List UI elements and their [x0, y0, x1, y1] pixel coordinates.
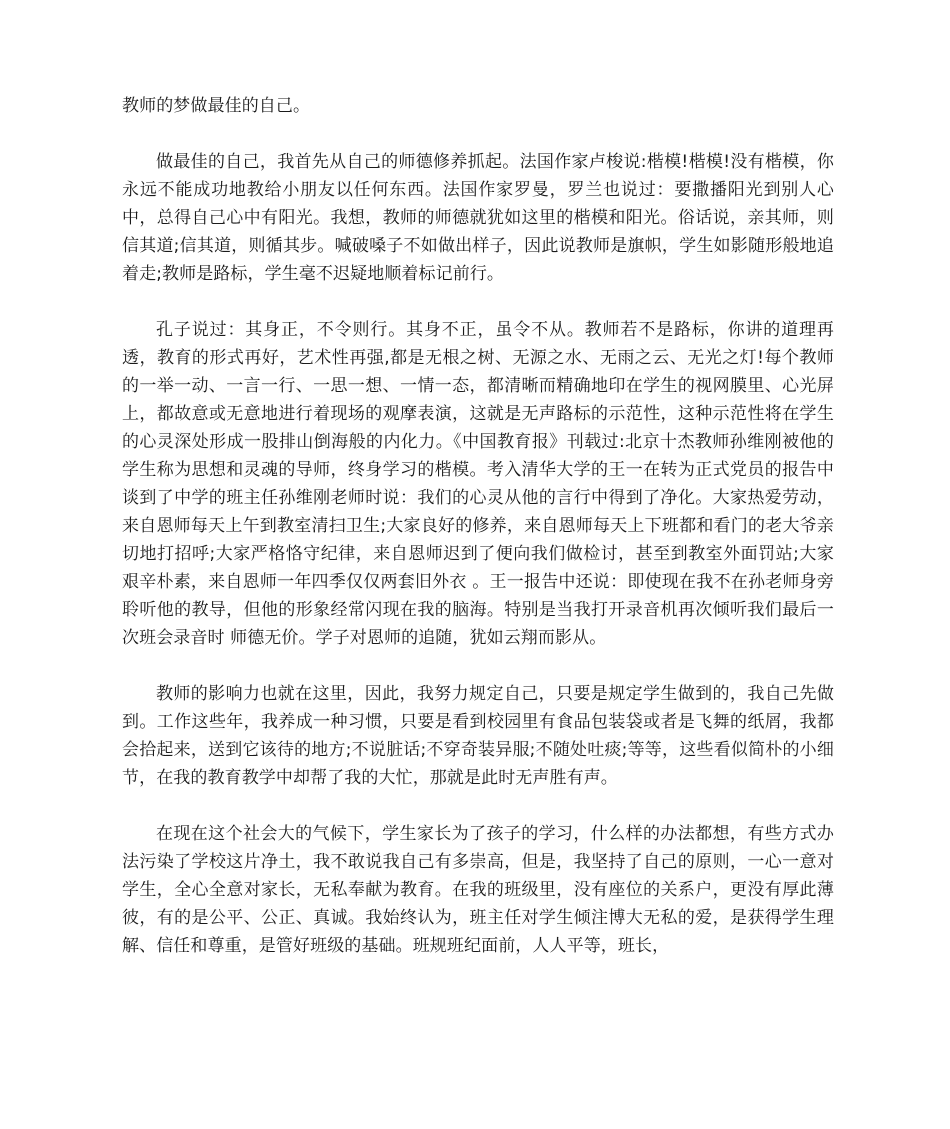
paragraph-society: 在现在这个社会大的气候下，学生家长为了孩子的学习，什么样的办法都想，有些方式办法污染了学校这片净土，我不敢说我自己有多崇高，但是，我坚持了自己的原则，一心一意对学生，全心全意对家长，无私奉献为教育。在我的班级里，没有座位的关系户，更没有厚此薄彼，有的是公平、公正、真诚。我始终认为，班主任对学生倾注博大无私的爱，是获得学生理解、信任和尊重，是管好班级的基础。班规班纪面前，人人平等，班长， — [122, 824, 834, 956]
paragraph-teacher-ethics: 做最佳的自己，我首先从自己的师德修养抓起。法国作家卢梭说:楷模!楷模!没有楷模，你永远不能成功地教给小朋友以任何东西。法国作家罗曼，罗兰也说过：要撒播阳光到别人心中，总得自己心中有阳光。我想，教师的师德就犹如这里的楷模和阳光。俗话说，亲其师，则信其道;信其道，则循其步。喊破嗓子不如做出样子，因此说教师是旗帜，学生如影随形般地追着走;教师是路标，学生毫不迟疑地顺着标记前行。 — [122, 152, 834, 284]
document-body — [122, 92, 834, 988]
paragraph-intro: 教师的梦做最佳的自己。 — [122, 96, 311, 116]
paragraph-confucius-example: 孔子说过：其身正，不令则行。其身不正，虽令不从。教师若不是路标，你讲的道理再透，教育的形式再好，艺术性再强,都是无根之树、无源之水、无雨之云、无光之灯!每个教师的一举一动、一言一行、一思一想、一情一态，都清晰而精确地印在学生的视网膜里、心光屏上，都故意或无意地进行着现场的观摩表演，这就是无声路标的示范性，这种示范性将在学生的心灵深处形成一股排山倒海般的内化力。《中国教育报》刊载过:北京十杰教师孙维刚被他的学生称为思想和灵魂的导师，终身学习的楷模。考入清华大学的王一在转为正式党员的报告中谈到了中学的班主任孙维刚老师时说：我们的心灵从他的言行中得到了净化。大家热爱劳动，来自恩师每天上午到教室清扫卫生;大家良好的修养，来自恩师每天上下班都和看门的老大爷亲切地打招呼;大家严格恪守纪律，来自恩师迟到了便向我们做检讨，甚至到教室外面罚站;大家艰辛朴素，来自恩师一年四季仅仅两套旧外衣 。王一报告中还说：即使现在我不在孙老师身旁聆听他的教导，但他的形象经常闪现在我的脑海。特别是当我打开录音机再次倾听我们最后一次班会录音时 师德无价。学子对恩师的追随，犹如云翔而影从。 — [122, 320, 834, 648]
paragraph-influence: 教师的影响力也就在这里，因此，我努力规定自己，只要是规定学生做到的，我自己先做到。工作这些年，我养成一种习惯，只要是看到校园里有食品包装袋或者是飞舞的纸屑，我都会拾起来，送到它该待的地方;不说脏话;不穿奇装异服;不随处吐痰;等等，这些看似简朴的小细节，在我的教育教学中却帮了我的大忙，那就是此时无声胜有声。 — [122, 684, 834, 788]
